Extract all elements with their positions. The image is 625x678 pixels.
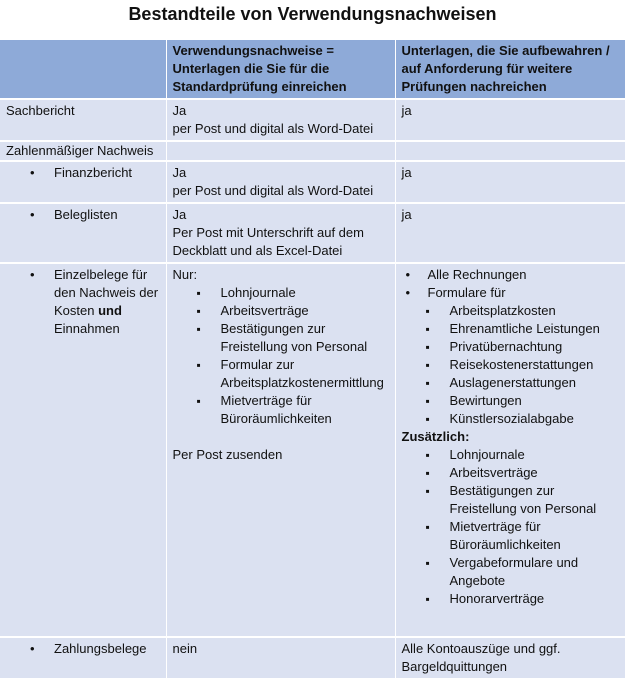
label-sachbericht: Sachbericht (0, 99, 166, 141)
cell-sachbericht-aufbewahren: ja (395, 99, 625, 141)
list-item: ▪ Reisekostenerstattungen (402, 356, 619, 374)
list-item: ▪ Bestätigungen zur Freistellung von Personal (402, 482, 619, 518)
table-header-row (0, 40, 625, 99)
label-zahlen: Zahlenmäßiger Nachweis (0, 141, 166, 161)
cell-einzelbelege-standard (166, 263, 395, 637)
text: Einnahmen (54, 321, 120, 336)
text: Nur: (172, 267, 198, 282)
main-list (402, 266, 619, 302)
label-zahlungsbelege (0, 637, 166, 678)
list-item: ▪ Privatübernachtung (402, 338, 619, 356)
cell-zahlungsbelege-standard: nein (166, 637, 395, 678)
cell-beleglisten-aufbewahren: ja (395, 203, 625, 263)
text: Einzelbelege für den Nachweis der Kosten (54, 267, 159, 318)
list-item: ▪ Formular zur Arbeitsplatzkostenermittlung (173, 356, 389, 392)
list-item: • Zahlungsbelege (6, 640, 160, 658)
list-item: ▪ Bewirtungen (402, 392, 619, 410)
text: per Post und digital als Word-Datei (172, 121, 374, 136)
cell-zahlungsbelege-aufbewahren: Alle Kontoauszüge und ggf. Bargeldquittungen (395, 637, 625, 678)
list-item: ▪ Honorarverträge (402, 590, 619, 608)
list-item (6, 266, 160, 338)
list-item: ▪ Ehrenamtliche Leistungen (402, 320, 619, 338)
formulare-list (402, 302, 619, 428)
components-table (0, 40, 625, 678)
header-unterlagen: Unterlagen, die Sie aufbewahren / auf Anforderung für weitere Prüfungen nachreichen (395, 40, 625, 99)
list-item: • Beleglisten (6, 206, 160, 224)
cell-empty (166, 141, 395, 161)
list-item: ▪ Arbeitsverträge (402, 464, 619, 482)
nur-list (173, 284, 389, 428)
text: Ja (172, 207, 187, 222)
header-verwendungsnachweise: Verwendungsnachweise = Unterlagen die Sie für die Standardprüfung einreichen (166, 40, 395, 99)
row-zahlen (0, 141, 625, 161)
list-item: ▪ Bestätigungen zur Freistellung von Personal (173, 320, 389, 356)
cell-empty (395, 141, 625, 161)
text: Ja (172, 103, 187, 118)
list-item: ▪ Mietverträge für Büroräumlichkeiten (173, 392, 389, 428)
row-einzelbelege (0, 263, 625, 637)
text: Ja (172, 165, 187, 180)
zusatz-heading: Zusätzlich: (401, 429, 470, 444)
row-sachbericht (0, 99, 625, 141)
list-item: • Formulare für (402, 284, 619, 302)
row-finanzbericht (0, 161, 625, 203)
zusatz-list (402, 446, 619, 608)
label-einzelbelege (0, 263, 166, 637)
cell-beleglisten-standard (166, 203, 395, 263)
cell-finanzbericht-standard (166, 161, 395, 203)
label-beleglisten (0, 203, 166, 263)
page-title: Bestandteile von Verwendungsnachweisen (128, 4, 497, 24)
cell-einzelbelege-aufbewahren (395, 263, 625, 637)
cell-sachbericht-standard (166, 99, 395, 141)
row-beleglisten (0, 203, 625, 263)
list-item: • Alle Rechnungen (402, 266, 619, 284)
text: Per Post mit Unterschrift auf dem Deckblatt und als Excel-Datei (172, 225, 364, 258)
text: per Post und digital als Word-Datei (172, 183, 374, 198)
list-item: • Finanzbericht (6, 164, 160, 182)
label-finanzbericht (0, 161, 166, 203)
text: und (98, 303, 122, 318)
list-item: ▪ Arbeitsverträge (173, 302, 389, 320)
text: Per Post zusenden (172, 447, 283, 462)
list-item: ▪ Arbeitsplatzkosten (402, 302, 619, 320)
list-item: ▪ Vergabeformulare und Angebote (402, 554, 619, 590)
list-item: ▪ Lohnjournale (173, 284, 389, 302)
header-empty (0, 40, 166, 99)
cell-finanzbericht-aufbewahren: ja (395, 161, 625, 203)
list-item: ▪ Lohnjournale (402, 446, 619, 464)
list-item: ▪ Künstlersozialabgabe (402, 410, 619, 428)
row-zahlungsbelege (0, 637, 625, 678)
list-item: ▪ Auslagenerstattungen (402, 374, 619, 392)
list-item: ▪ Mietverträge für Büroräumlichkeiten (402, 518, 619, 554)
